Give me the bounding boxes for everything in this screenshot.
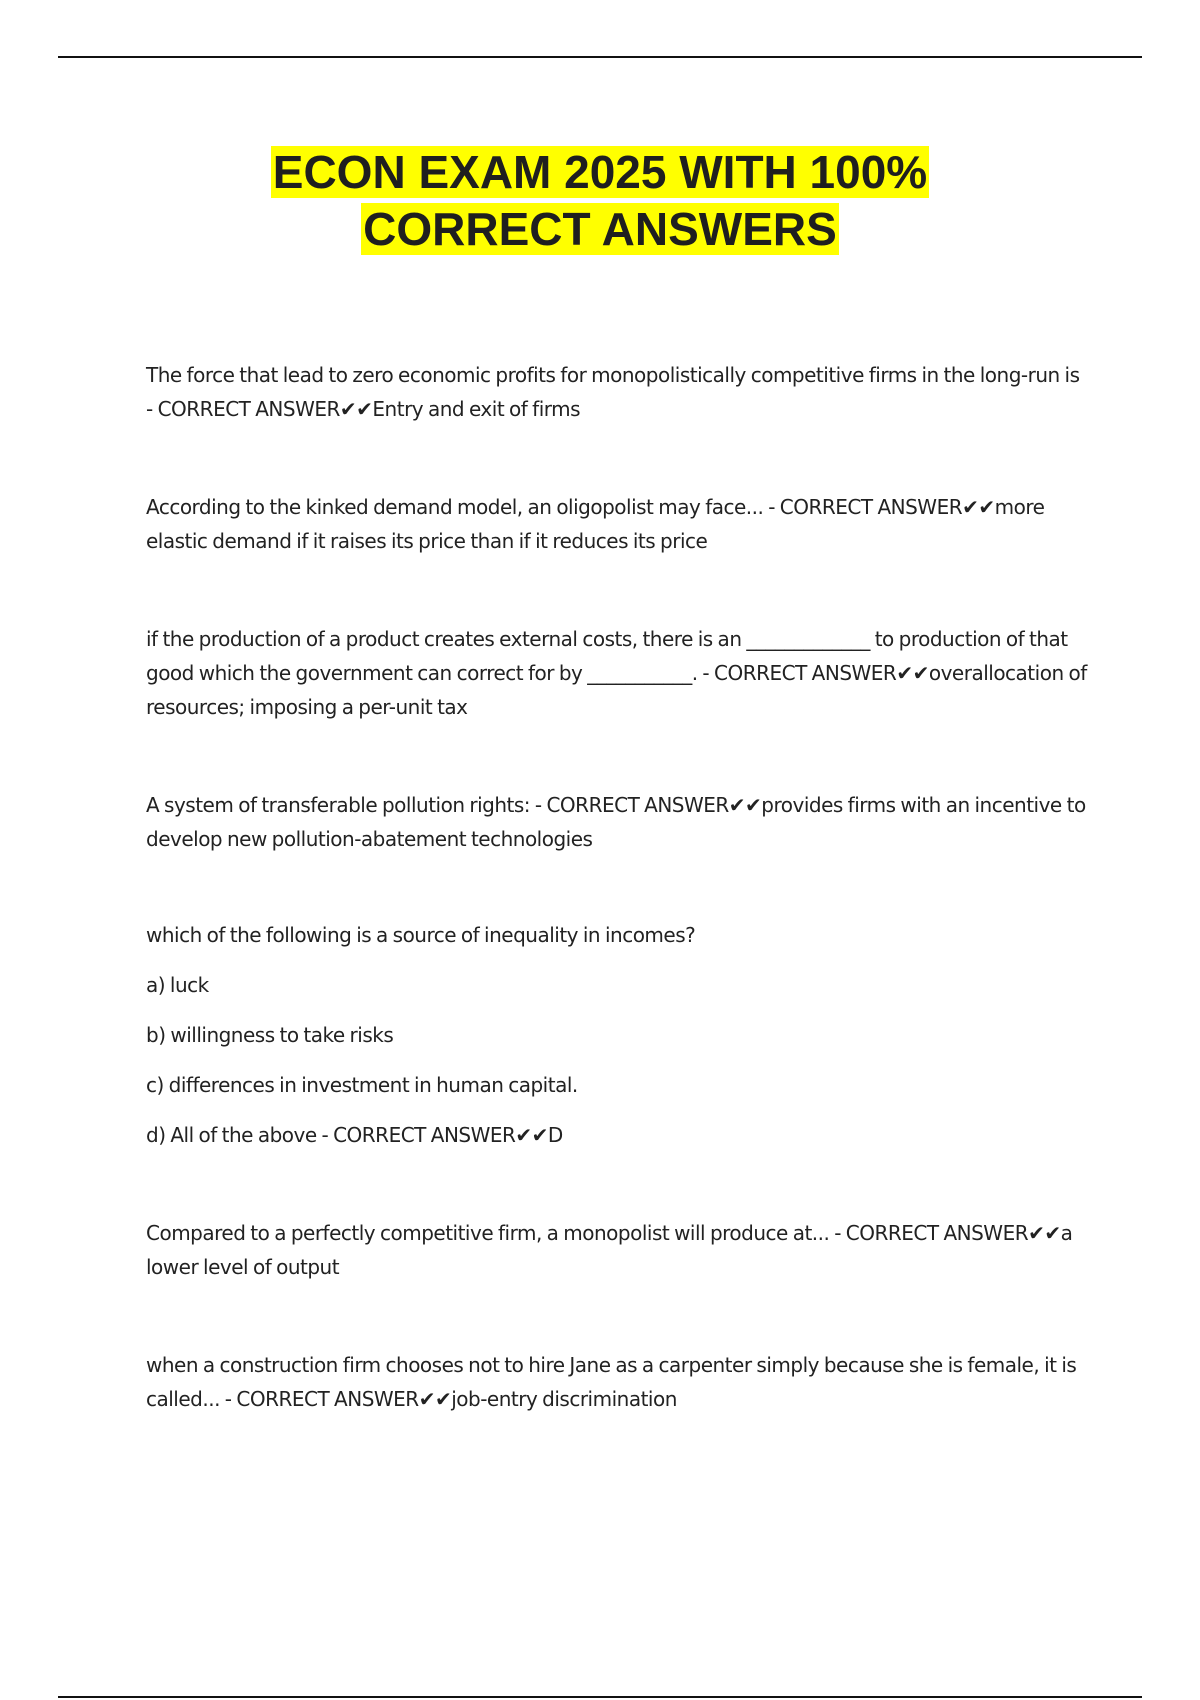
qa-item-5-question: which of the following is a source of inequality in incomes? [146,923,696,947]
qa-item-5 [146,918,1091,1152]
qa-item-5-option-d: d) All of the above - CORRECT ANSWER✔✔D [146,1123,563,1147]
qa-item-1: The force that lead to zero economic profits for monopolistically competitive firms in the long-run is - CORRECT ANSWER✔✔Entry and exit of firms [146,363,1080,421]
header-rule [58,56,1142,58]
qa-item-4: A system of transferable pollution rights: - CORRECT ANSWER✔✔provides firms with an incentive to develop new pollution-abatement technologies [146,793,1086,851]
qa-item-6: Compared to a perfectly competitive firm, a monopolist will produce at... - CORRECT ANSWER✔✔a lower level of output [146,1221,1073,1279]
qa-list [146,358,1091,1416]
qa-item-7: when a construction firm chooses not to hire Jane as a carpenter simply because she is female, it is called... - CORRECT ANSWER✔✔job-entry discrimination [146,1353,1077,1411]
qa-item-2: According to the kinked demand model, an oligopolist may face... - CORRECT ANSWER✔✔more elastic demand if it raises its price than if it reduces its price [146,495,1045,553]
qa-item-5-option-a: a) luck [146,973,209,997]
qa-item-3: if the production of a product creates external costs, there is an _____________ to production of that good which the government can correct for by ___________. - CORRECT ANSWER✔✔overallocation of resources; imposing a per-unit tax [146,627,1087,719]
title-line-2: CORRECT ANSWERS [363,203,837,255]
document-title [0,144,1200,258]
qa-item-5-option-c: c) differences in investment in human capital. [146,1073,578,1097]
footer-rule [58,1696,1142,1698]
title-line-1: ECON EXAM 2025 WITH 100% [272,146,928,198]
qa-item-5-option-b: b) willingness to take risks [146,1023,394,1047]
